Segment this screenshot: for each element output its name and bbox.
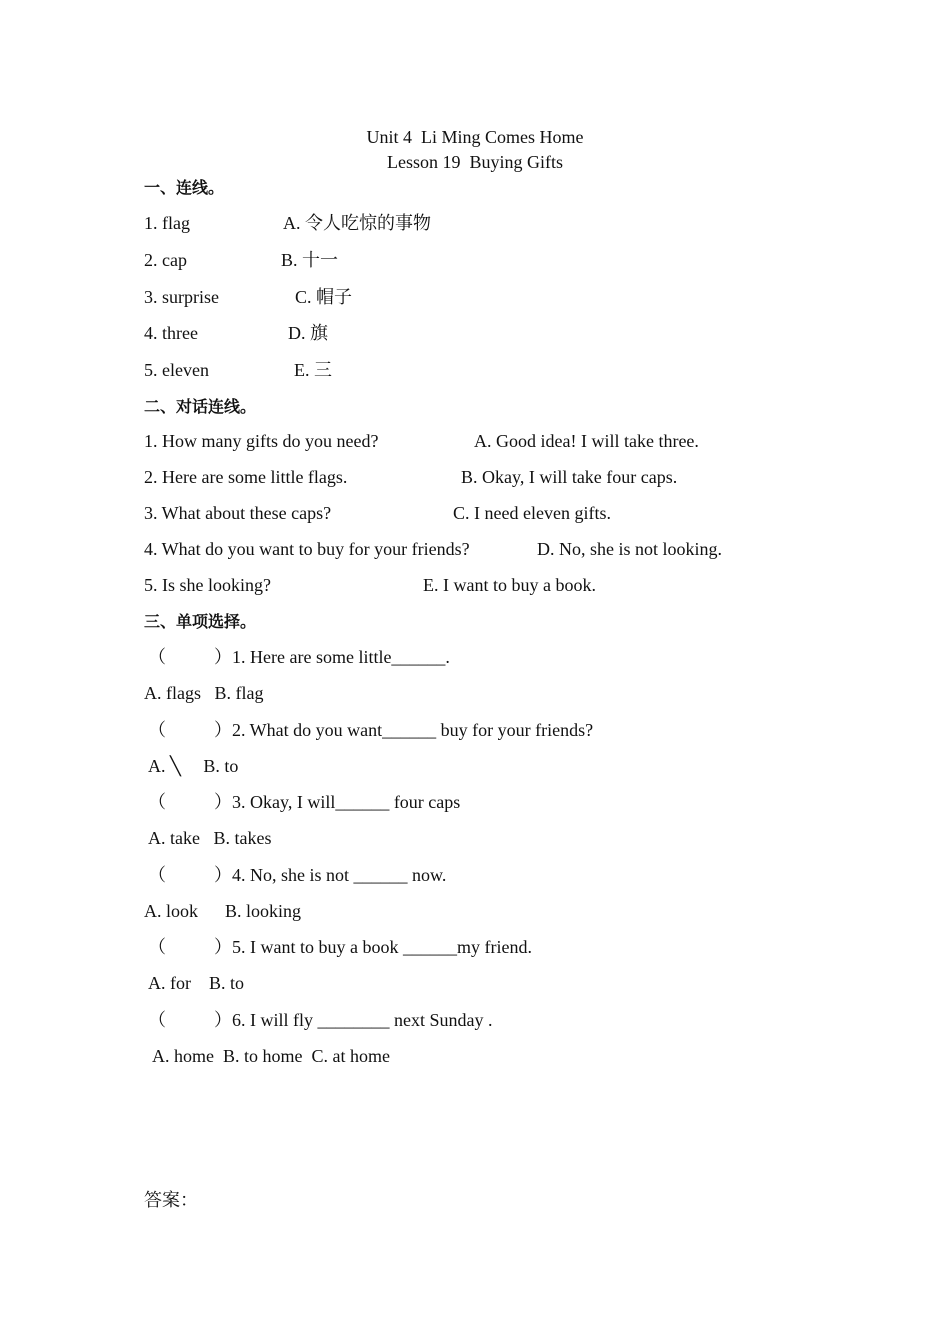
choice-options: A. flags B. flag	[144, 683, 264, 703]
dialogue-question: 1. How many gifts do you need?	[144, 431, 379, 451]
question-text: 5. I want to buy a book ______my friend.	[232, 937, 532, 957]
choice-question	[148, 791, 460, 813]
dialogue-answer: C. I need eleven gifts.	[453, 503, 611, 523]
section1-heading: 一、连线。	[144, 178, 225, 197]
dialogue-answer: A. Good idea! I will take three.	[474, 431, 699, 451]
choice-question	[148, 1009, 492, 1031]
answer-blank-paren-open: （	[148, 865, 166, 885]
dialogue-answer: B. Okay, I will take four caps.	[461, 467, 678, 487]
answer-blank-paren-open: （	[148, 720, 166, 740]
section1-meaning: C. 帽子	[295, 287, 353, 307]
section1-word: 4. three	[144, 323, 198, 343]
section1-meaning: A. 令人吃惊的事物	[283, 213, 431, 233]
section1-meaning: D. 旗	[288, 323, 328, 343]
question-text: 6. I will fly ________ next Sunday .	[232, 1010, 493, 1030]
dialogue-question: 5. Is she looking?	[144, 575, 271, 595]
question-text: 4. No, she is not ______ now.	[232, 865, 447, 885]
dialogue-question: 4. What do you want to buy for your friends?	[144, 539, 470, 559]
answer-blank-paren-close: ）	[214, 865, 232, 885]
section1-meaning: B. 十一	[281, 250, 339, 270]
choice-options: A. look B. looking	[144, 901, 302, 921]
choice-options: A. home B. to home C. at home	[152, 1046, 390, 1066]
choice-options: A. ╲ B. to	[148, 756, 239, 776]
dialogue-question: 3. What about these caps?	[144, 503, 332, 523]
dialogue-answer: E. I want to buy a book.	[423, 575, 596, 595]
choice-question	[148, 936, 532, 958]
section1-word: 3. surprise	[144, 287, 219, 307]
answer-blank-paren-open: （	[148, 647, 166, 667]
question-text: 1. Here are some little______.	[232, 647, 450, 667]
section1-meaning: E. 三	[294, 360, 332, 380]
question-text: 2. What do you want______ buy for your friends?	[232, 720, 594, 740]
section3-heading: 三、单项选择。	[144, 612, 257, 631]
choice-question	[148, 719, 593, 741]
answer-blank-paren-close: ）	[214, 792, 232, 812]
choice-options: A. take B. takes	[148, 828, 272, 848]
answer-blank-paren-open: （	[148, 937, 166, 957]
answer-blank-paren-open: （	[148, 792, 166, 812]
answer-blank-paren-close: ）	[214, 720, 232, 740]
lesson-title: Lesson 19 Buying Gifts	[386, 152, 563, 172]
answer-blank-paren-open: （	[148, 1010, 166, 1030]
choice-question	[148, 646, 450, 668]
answer-label: 答案：	[144, 1190, 198, 1210]
section1-word: 5. eleven	[144, 360, 209, 380]
section2-heading: 二、对话连线。	[144, 397, 257, 416]
question-text: 3. Okay, I will______ four caps	[232, 792, 461, 812]
dialogue-question: 2. Here are some little flags.	[144, 467, 348, 487]
answer-blank-paren-close: ）	[214, 647, 232, 667]
unit-title: Unit 4 Li Ming Comes Home	[366, 127, 584, 147]
choice-options: A. for B. to	[148, 973, 244, 993]
section1-word: 2. cap	[144, 250, 187, 270]
section1-word: 1. flag	[144, 213, 190, 233]
answer-blank-paren-close: ）	[214, 1010, 232, 1030]
choice-question	[148, 864, 446, 886]
answer-blank-paren-close: ）	[214, 937, 232, 957]
dialogue-answer: D. No, she is not looking.	[537, 539, 723, 559]
